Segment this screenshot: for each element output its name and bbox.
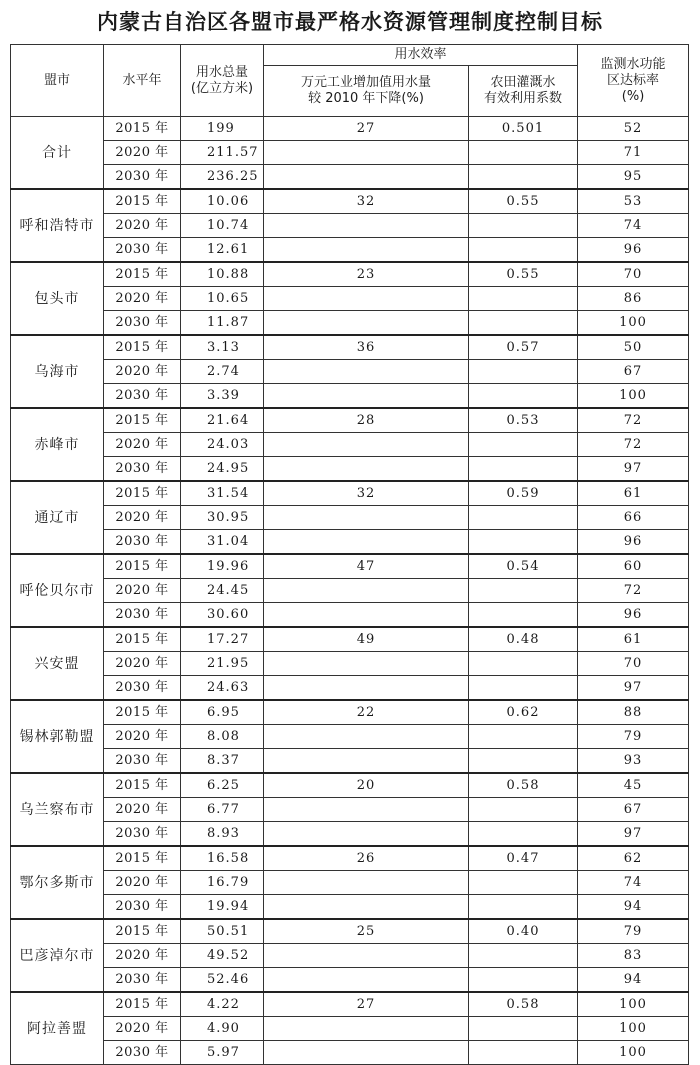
total-water-value: 21.64 — [181, 408, 264, 433]
industrial-reduction-empty — [264, 895, 469, 920]
irrigation-coefficient-value: 0.55 — [469, 262, 578, 287]
city-name: 乌海市 — [11, 335, 104, 408]
header-compliance-line1: 监测水功能 — [600, 56, 666, 72]
level-year: 2020 年 — [104, 579, 181, 603]
irrigation-coefficient-empty — [469, 141, 578, 165]
table-row — [11, 238, 689, 263]
level-year: 2015 年 — [104, 335, 181, 360]
compliance-rate-value: 52 — [578, 117, 689, 141]
irrigation-coefficient-empty — [469, 944, 578, 968]
industrial-reduction-value: 22 — [264, 700, 469, 725]
city-name: 锡林郭勒盟 — [11, 700, 104, 773]
irrigation-coefficient-empty — [469, 311, 578, 336]
level-year: 2015 年 — [104, 846, 181, 871]
header-efficiency-group: 用水效率 — [264, 45, 578, 66]
irrigation-coefficient-empty — [469, 579, 578, 603]
total-water-value: 30.95 — [181, 506, 264, 530]
compliance-rate-value: 72 — [578, 579, 689, 603]
total-water-value: 4.22 — [181, 992, 264, 1017]
industrial-reduction-value: 27 — [264, 992, 469, 1017]
table-row — [11, 214, 689, 238]
industrial-reduction-empty — [264, 676, 469, 701]
irrigation-coefficient-empty — [469, 798, 578, 822]
level-year: 2015 年 — [104, 189, 181, 214]
irrigation-coefficient-value: 0.54 — [469, 554, 578, 579]
compliance-rate-value: 72 — [578, 433, 689, 457]
header-compliance-line2: 区达标率 — [607, 72, 660, 88]
industrial-reduction-empty — [264, 1041, 469, 1065]
irrigation-coefficient-empty — [469, 238, 578, 263]
industrial-reduction-empty — [264, 360, 469, 384]
irrigation-coefficient-empty — [469, 506, 578, 530]
industrial-reduction-empty — [264, 384, 469, 409]
total-water-value: 19.96 — [181, 554, 264, 579]
industrial-reduction-empty — [264, 871, 469, 895]
industrial-reduction-empty — [264, 1017, 469, 1041]
table-row — [11, 1017, 689, 1041]
irrigation-coefficient-empty — [469, 1017, 578, 1041]
table-row — [11, 822, 689, 847]
table-row — [11, 335, 689, 360]
total-water-value: 31.04 — [181, 530, 264, 555]
total-water-value: 24.95 — [181, 457, 264, 482]
table-row — [11, 944, 689, 968]
header-total-water-line1: 用水总量 — [195, 64, 248, 80]
level-year: 2020 年 — [104, 506, 181, 530]
total-water-value: 6.95 — [181, 700, 264, 725]
header-irrigation — [469, 66, 578, 117]
city-name: 赤峰市 — [11, 408, 104, 481]
total-water-value: 3.39 — [181, 384, 264, 409]
table-row — [11, 700, 689, 725]
industrial-reduction-value: 36 — [264, 335, 469, 360]
level-year: 2030 年 — [104, 530, 181, 555]
compliance-rate-value: 97 — [578, 676, 689, 701]
table-row — [11, 846, 689, 871]
industrial-reduction-empty — [264, 968, 469, 993]
industrial-reduction-value: 23 — [264, 262, 469, 287]
table-row — [11, 189, 689, 214]
table-row — [11, 141, 689, 165]
irrigation-coefficient-value: 0.59 — [469, 481, 578, 506]
irrigation-coefficient-value: 0.47 — [469, 846, 578, 871]
water-targets-table — [10, 44, 689, 1065]
level-year: 2020 年 — [104, 871, 181, 895]
industrial-reduction-empty — [264, 238, 469, 263]
table-row — [11, 895, 689, 920]
industrial-reduction-value: 32 — [264, 189, 469, 214]
page-title: 内蒙古自治区各盟市最严格水资源管理制度控制目标 — [97, 10, 603, 34]
irrigation-coefficient-empty — [469, 530, 578, 555]
industrial-reduction-value: 47 — [264, 554, 469, 579]
industrial-reduction-empty — [264, 944, 469, 968]
industrial-reduction-empty — [264, 141, 469, 165]
level-year: 2020 年 — [104, 360, 181, 384]
compliance-rate-value: 97 — [578, 822, 689, 847]
irrigation-coefficient-empty — [469, 749, 578, 774]
table-row — [11, 992, 689, 1017]
table-row — [11, 798, 689, 822]
table-row — [11, 871, 689, 895]
level-year: 2030 年 — [104, 238, 181, 263]
header-irrigation-line1: 农田灌溉水 — [490, 75, 556, 90]
total-water-value: 52.46 — [181, 968, 264, 993]
total-water-value: 8.08 — [181, 725, 264, 749]
total-water-value: 30.60 — [181, 603, 264, 628]
total-water-value: 10.88 — [181, 262, 264, 287]
irrigation-coefficient-empty — [469, 457, 578, 482]
level-year: 2030 年 — [104, 457, 181, 482]
table-row — [11, 603, 689, 628]
header-level-year: 水平年 — [104, 45, 181, 117]
irrigation-coefficient-empty — [469, 968, 578, 993]
compliance-rate-value: 67 — [578, 360, 689, 384]
irrigation-coefficient-empty — [469, 433, 578, 457]
compliance-rate-value: 70 — [578, 262, 689, 287]
industrial-reduction-empty — [264, 214, 469, 238]
header-industrial-line1: 万元工业增加值用水量 — [300, 75, 431, 90]
total-water-value: 6.77 — [181, 798, 264, 822]
table-row — [11, 1041, 689, 1065]
level-year: 2020 年 — [104, 725, 181, 749]
industrial-reduction-value: 27 — [264, 117, 469, 141]
irrigation-coefficient-empty — [469, 384, 578, 409]
level-year: 2015 年 — [104, 408, 181, 433]
industrial-reduction-empty — [264, 822, 469, 847]
total-water-value: 17.27 — [181, 627, 264, 652]
total-water-value: 19.94 — [181, 895, 264, 920]
irrigation-coefficient-empty — [469, 676, 578, 701]
level-year: 2030 年 — [104, 968, 181, 993]
level-year: 2030 年 — [104, 311, 181, 336]
compliance-rate-value: 72 — [578, 408, 689, 433]
industrial-reduction-value: 32 — [264, 481, 469, 506]
city-name: 通辽市 — [11, 481, 104, 554]
industrial-reduction-empty — [264, 530, 469, 555]
compliance-rate-value: 94 — [578, 968, 689, 993]
level-year: 2030 年 — [104, 822, 181, 847]
city-name: 包头市 — [11, 262, 104, 335]
table-row — [11, 360, 689, 384]
compliance-rate-value: 53 — [578, 189, 689, 214]
industrial-reduction-empty — [264, 506, 469, 530]
total-water-value: 8.93 — [181, 822, 264, 847]
compliance-rate-value: 93 — [578, 749, 689, 774]
level-year: 2015 年 — [104, 117, 181, 141]
table-row — [11, 117, 689, 141]
level-year: 2020 年 — [104, 1017, 181, 1041]
city-name: 鄂尔多斯市 — [11, 846, 104, 919]
total-water-value: 199 — [181, 117, 264, 141]
compliance-rate-value: 67 — [578, 798, 689, 822]
irrigation-coefficient-value: 0.48 — [469, 627, 578, 652]
industrial-reduction-value: 49 — [264, 627, 469, 652]
total-water-value: 50.51 — [181, 919, 264, 944]
header-industrial-line2: 较 2010 年下降(%) — [308, 91, 424, 106]
city-name: 合计 — [11, 117, 104, 190]
header-industrial — [264, 66, 469, 117]
irrigation-coefficient-empty — [469, 895, 578, 920]
industrial-reduction-empty — [264, 749, 469, 774]
compliance-rate-value: 79 — [578, 919, 689, 944]
table-row — [11, 968, 689, 993]
header-irrigation-line2: 有效利用系数 — [484, 91, 563, 106]
level-year: 2015 年 — [104, 773, 181, 798]
compliance-rate-value: 61 — [578, 627, 689, 652]
industrial-reduction-empty — [264, 457, 469, 482]
irrigation-coefficient-empty — [469, 360, 578, 384]
total-water-value: 2.74 — [181, 360, 264, 384]
irrigation-coefficient-empty — [469, 725, 578, 749]
irrigation-coefficient-empty — [469, 871, 578, 895]
total-water-value: 10.74 — [181, 214, 264, 238]
level-year: 2015 年 — [104, 700, 181, 725]
industrial-reduction-value: 20 — [264, 773, 469, 798]
level-year: 2030 年 — [104, 895, 181, 920]
compliance-rate-value: 94 — [578, 895, 689, 920]
irrigation-coefficient-empty — [469, 822, 578, 847]
total-water-value: 211.57 — [181, 141, 264, 165]
header-compliance-line3: (%) — [621, 88, 645, 104]
table-row — [11, 408, 689, 433]
level-year: 2015 年 — [104, 554, 181, 579]
compliance-rate-value: 70 — [578, 652, 689, 676]
compliance-rate-value: 100 — [578, 992, 689, 1017]
compliance-rate-value: 96 — [578, 603, 689, 628]
irrigation-coefficient-value: 0.40 — [469, 919, 578, 944]
table-row — [11, 554, 689, 579]
city-name: 乌兰察布市 — [11, 773, 104, 846]
table-row — [11, 725, 689, 749]
compliance-rate-value: 97 — [578, 457, 689, 482]
table-row — [11, 457, 689, 482]
total-water-value: 24.03 — [181, 433, 264, 457]
compliance-rate-value: 50 — [578, 335, 689, 360]
total-water-value: 24.45 — [181, 579, 264, 603]
level-year: 2015 年 — [104, 262, 181, 287]
irrigation-coefficient-empty — [469, 1041, 578, 1065]
table-row — [11, 384, 689, 409]
total-water-value: 8.37 — [181, 749, 264, 774]
level-year: 2015 年 — [104, 627, 181, 652]
irrigation-coefficient-empty — [469, 287, 578, 311]
level-year: 2015 年 — [104, 481, 181, 506]
total-water-value: 49.52 — [181, 944, 264, 968]
irrigation-coefficient-empty — [469, 603, 578, 628]
level-year: 2030 年 — [104, 1041, 181, 1065]
level-year: 2015 年 — [104, 919, 181, 944]
level-year: 2030 年 — [104, 165, 181, 190]
total-water-value: 3.13 — [181, 335, 264, 360]
city-name: 呼和浩特市 — [11, 189, 104, 262]
compliance-rate-value: 100 — [578, 311, 689, 336]
compliance-rate-value: 83 — [578, 944, 689, 968]
industrial-reduction-empty — [264, 725, 469, 749]
level-year: 2020 年 — [104, 798, 181, 822]
table-row — [11, 579, 689, 603]
industrial-reduction-value: 25 — [264, 919, 469, 944]
level-year: 2020 年 — [104, 214, 181, 238]
table-row — [11, 262, 689, 287]
total-water-value: 31.54 — [181, 481, 264, 506]
irrigation-coefficient-empty — [469, 652, 578, 676]
table-row — [11, 627, 689, 652]
total-water-value: 16.58 — [181, 846, 264, 871]
level-year: 2020 年 — [104, 944, 181, 968]
irrigation-coefficient-value: 0.58 — [469, 992, 578, 1017]
irrigation-coefficient-value: 0.53 — [469, 408, 578, 433]
table-row — [11, 676, 689, 701]
irrigation-coefficient-value: 0.501 — [469, 117, 578, 141]
total-water-value: 10.65 — [181, 287, 264, 311]
header-total-water — [181, 45, 264, 117]
compliance-rate-value: 79 — [578, 725, 689, 749]
compliance-rate-value: 60 — [578, 554, 689, 579]
compliance-rate-value: 88 — [578, 700, 689, 725]
level-year: 2030 年 — [104, 384, 181, 409]
header-compliance — [578, 45, 689, 117]
table-row — [11, 506, 689, 530]
irrigation-coefficient-value: 0.57 — [469, 335, 578, 360]
level-year: 2020 年 — [104, 652, 181, 676]
industrial-reduction-empty — [264, 579, 469, 603]
table-row — [11, 530, 689, 555]
total-water-value: 21.95 — [181, 652, 264, 676]
total-water-value: 24.63 — [181, 676, 264, 701]
compliance-rate-value: 100 — [578, 1041, 689, 1065]
compliance-rate-value: 96 — [578, 238, 689, 263]
table-row — [11, 919, 689, 944]
irrigation-coefficient-empty — [469, 165, 578, 190]
industrial-reduction-empty — [264, 798, 469, 822]
table-row — [11, 287, 689, 311]
compliance-rate-value: 96 — [578, 530, 689, 555]
city-name: 阿拉善盟 — [11, 992, 104, 1065]
industrial-reduction-empty — [264, 603, 469, 628]
city-name: 巴彦淖尔市 — [11, 919, 104, 992]
compliance-rate-value: 100 — [578, 1017, 689, 1041]
total-water-value: 11.87 — [181, 311, 264, 336]
table-row — [11, 433, 689, 457]
level-year: 2020 年 — [104, 287, 181, 311]
total-water-value: 5.97 — [181, 1041, 264, 1065]
table-row — [11, 165, 689, 190]
compliance-rate-value: 74 — [578, 871, 689, 895]
industrial-reduction-empty — [264, 311, 469, 336]
total-water-value: 16.79 — [181, 871, 264, 895]
level-year: 2030 年 — [104, 749, 181, 774]
irrigation-coefficient-empty — [469, 214, 578, 238]
level-year: 2030 年 — [104, 676, 181, 701]
city-name: 兴安盟 — [11, 627, 104, 700]
total-water-value: 10.06 — [181, 189, 264, 214]
level-year: 2020 年 — [104, 433, 181, 457]
industrial-reduction-empty — [264, 165, 469, 190]
industrial-reduction-empty — [264, 652, 469, 676]
table-row — [11, 749, 689, 774]
compliance-rate-value: 61 — [578, 481, 689, 506]
compliance-rate-value: 86 — [578, 287, 689, 311]
irrigation-coefficient-value: 0.62 — [469, 700, 578, 725]
compliance-rate-value: 100 — [578, 384, 689, 409]
irrigation-coefficient-value: 0.58 — [469, 773, 578, 798]
header-total-water-line2: (亿立方米) — [190, 80, 254, 96]
compliance-rate-value: 62 — [578, 846, 689, 871]
total-water-value: 236.25 — [181, 165, 264, 190]
industrial-reduction-empty — [264, 433, 469, 457]
table-row — [11, 773, 689, 798]
header-city: 盟市 — [11, 45, 104, 117]
industrial-reduction-value: 28 — [264, 408, 469, 433]
total-water-value: 6.25 — [181, 773, 264, 798]
compliance-rate-value: 66 — [578, 506, 689, 530]
compliance-rate-value: 45 — [578, 773, 689, 798]
table-body — [11, 117, 689, 1065]
table-row — [11, 311, 689, 336]
level-year: 2020 年 — [104, 141, 181, 165]
compliance-rate-value: 74 — [578, 214, 689, 238]
industrial-reduction-empty — [264, 287, 469, 311]
total-water-value: 4.90 — [181, 1017, 264, 1041]
city-name: 呼伦贝尔市 — [11, 554, 104, 627]
level-year: 2015 年 — [104, 992, 181, 1017]
table-row — [11, 481, 689, 506]
industrial-reduction-value: 26 — [264, 846, 469, 871]
compliance-rate-value: 95 — [578, 165, 689, 190]
table-row — [11, 652, 689, 676]
irrigation-coefficient-value: 0.55 — [469, 189, 578, 214]
compliance-rate-value: 71 — [578, 141, 689, 165]
total-water-value: 12.61 — [181, 238, 264, 263]
level-year: 2030 年 — [104, 603, 181, 628]
